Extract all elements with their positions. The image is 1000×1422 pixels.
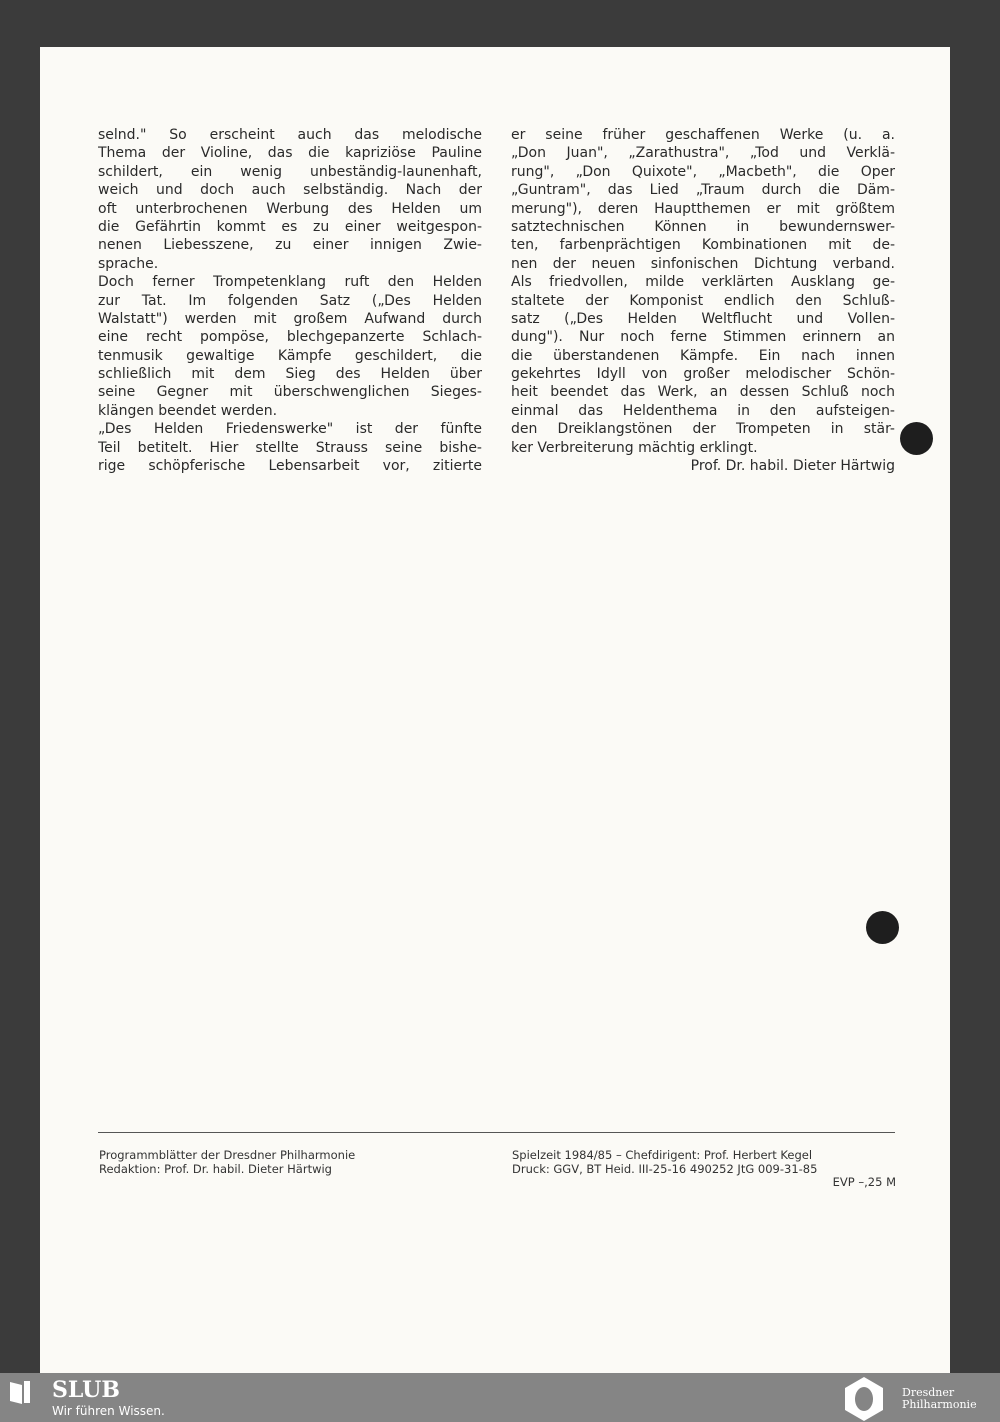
text-line: die Gefährtin kommt es zu einer weitgespon- xyxy=(98,218,482,235)
philharmonie-logo-icon xyxy=(841,1376,887,1422)
text-line: Als friedvollen, milde verklärten Ausklang ge- xyxy=(511,274,895,291)
text-line: zur Tat. Im folgenden Satz („Des Helden xyxy=(98,292,482,309)
text-line: dung"). Nur noch ferne Stimmen erinnern an xyxy=(511,329,895,346)
author-signature-block xyxy=(511,457,895,475)
text-line: weich und doch auch selbständig. Nach der xyxy=(98,182,482,199)
text-line: klängen beendet werden. xyxy=(98,402,278,419)
footer-divider xyxy=(98,1132,895,1133)
text-line: eine recht pompöse, blechgepanzerte Schlach- xyxy=(98,329,482,346)
bottom-bar xyxy=(0,1373,1000,1422)
text-line: Teil betitelt. Hier stellte Strauss seine bishe- xyxy=(98,439,482,456)
footer-left xyxy=(99,1149,355,1176)
text-line: ten, farbenprächtigen Kombinationen mit de- xyxy=(511,237,895,254)
partner-name-line: Dresdner xyxy=(902,1386,955,1399)
text-line: schließlich mit dem Sieg des Helden über xyxy=(98,366,482,383)
text-line: ker Verbreiterung mächtig erklingt. xyxy=(511,439,758,456)
text-line: einmal das Heldenthema in den aufsteigen- xyxy=(511,402,895,419)
author-signature: Prof. Dr. habil. Dieter Härtwig xyxy=(690,458,895,475)
footer-price: EVP –,25 M xyxy=(832,1175,896,1190)
text-line: den Dreiklangstönen der Trompeten in stär- xyxy=(511,421,895,438)
left-text-column xyxy=(98,126,482,475)
text-line: seine Gegner mit überschwenglichen Sieges- xyxy=(98,384,482,401)
footer-editor: Redaktion: Prof. Dr. habil. Dieter Härtwig xyxy=(99,1161,332,1176)
text-line: Thema der Violine, das die kapriziöse Pauline xyxy=(98,145,482,162)
text-line: rung", „Don Quixote", „Macbeth", die Oper xyxy=(511,163,895,180)
text-line: nen der neuen sinfonischen Dichtung verband. xyxy=(511,255,895,272)
text-line: „Des Helden Friedenswerke" ist der fünfte xyxy=(98,421,482,438)
text-line: tenmusik gewaltige Kämpfe geschildert, die xyxy=(98,347,482,364)
text-line: staltete der Komponist endlich den Schluß- xyxy=(511,292,895,309)
text-line: „Guntram", das Lied „Traum durch die Däm- xyxy=(511,182,895,199)
text-line: die überstandenen Kämpfe. Ein nach innen xyxy=(511,347,895,364)
text-line: „Don Juan", „Zarathustra", „Tod und Verklä- xyxy=(511,145,895,162)
text-line: satz („Des Helden Weltflucht und Vollen- xyxy=(511,310,895,327)
slub-tagline: Wir führen Wissen. xyxy=(52,1404,165,1418)
text-line: heit beendet das Werk, an dessen Schluß noch xyxy=(511,384,895,401)
text-line: nenen Liebesszene, zu einer innigen Zwie- xyxy=(98,237,482,254)
philharmonie-logo-text[interactable] xyxy=(902,1387,977,1411)
text-line: oft unterbrochenen Werbung des Helden um xyxy=(98,200,482,217)
footer-publication: Programmblätter der Dresdner Philharmonie xyxy=(99,1148,356,1162)
text-line: schildert, ein wenig unbeständig-launenhaft, xyxy=(98,163,482,180)
text-line: gekehrtes Idyll von großer melodischer Schön- xyxy=(511,366,895,383)
text-line: er seine früher geschaffenen Werke (u. a. xyxy=(511,127,895,143)
text-line: selnd." So erscheint auch das melodische xyxy=(98,127,482,143)
text-line: rige schöpferische Lebensarbeit vor, zitierte xyxy=(98,458,482,475)
slub-logo-text[interactable]: SLUB xyxy=(52,1377,120,1403)
text-line: Walstatt") werden mit großem Aufwand durch xyxy=(98,310,482,327)
punch-hole xyxy=(866,911,899,944)
punch-hole xyxy=(900,422,933,455)
footer-right xyxy=(512,1149,896,1190)
text-line: satztechnischen Können in bewundernswer- xyxy=(511,218,895,235)
footer-season: Spielzeit 1984/85 – Chefdirigent: Prof. Herbert Kegel xyxy=(512,1148,813,1162)
slub-book-icon xyxy=(8,1379,34,1405)
right-text-column xyxy=(511,126,895,457)
partner-name-line: Philharmonie xyxy=(902,1398,977,1411)
text-line: Doch ferner Trompetenklang ruft den Helden xyxy=(98,274,482,291)
text-line: sprache. xyxy=(98,255,159,272)
text-line: merung"), deren Hauptthemen er mit größtem xyxy=(511,200,895,217)
footer-print-info: Druck: GGV, BT Heid. III-25-16 490252 JtG 009-31-85 xyxy=(512,1161,818,1176)
